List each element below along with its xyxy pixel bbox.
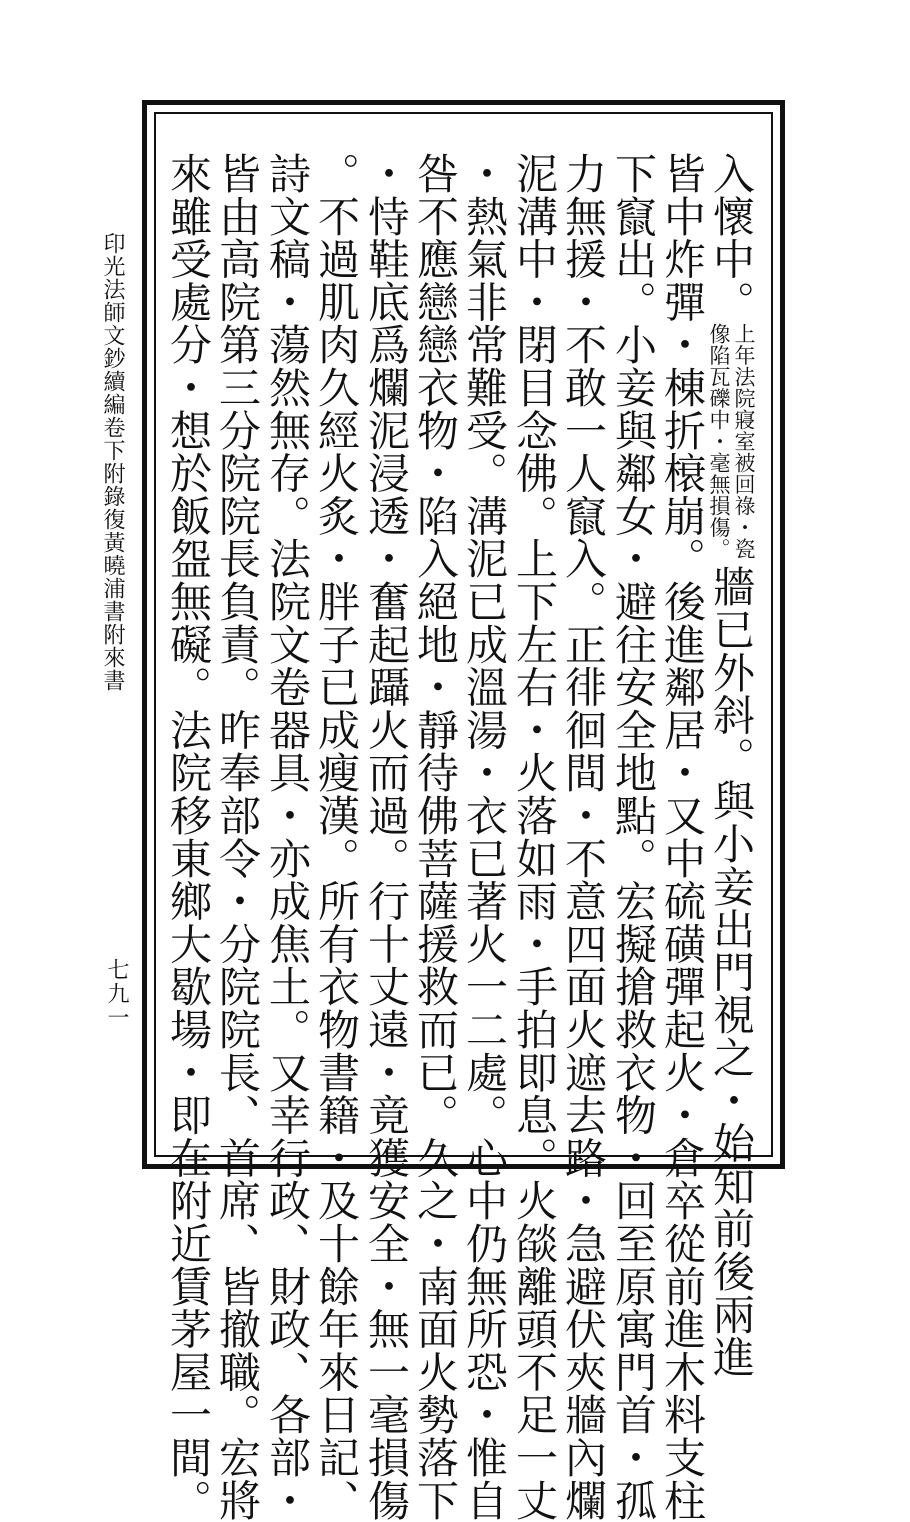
text-column-3: 下竄出。小妾與鄰女・避往安全地點。宏擬搶救衣物・回至原寓門首・孤 [609, 152, 658, 1522]
text-column-10: 詩文稿・蕩然無存。法院文卷器具・亦成焦土。又幸行政、財政、各部・ [263, 152, 312, 1522]
text-column-2: 皆中炸彈・棟折榱崩。後進鄰居・又中硫磺彈起火・倉卒從前進木料支柱 [658, 152, 707, 1522]
text-column-7: 咎不應戀戀衣物・陷入絕地・靜待佛菩薩援救而已。久之・南面火勢落下 [411, 152, 460, 1522]
text-column-11: 皆由高院第三分院院長負責。昨奉部令・分院院長、首席、皆撤職。宏將 [213, 152, 262, 1522]
column-1-text-after: 牆已外斜。與小妾出門視之・始知前後兩進 [707, 565, 756, 1379]
text-column-8: ・恃鞋底爲爛泥浸透・奮起躡火而過。行十丈遠・竟獲安全・無一毫損傷 [362, 152, 411, 1522]
section-label: 附錄 [100, 462, 125, 508]
page-number: 七九一 [104, 958, 129, 1030]
text-column-5: 泥溝中・閉目念佛。上下左右・火落如雨・手拍即息。火燄離頭不足一丈 [510, 152, 559, 1522]
running-header [98, 232, 126, 692]
text-column-6: ・熱氣非常難受。溝泥已成溫湯・衣已著火一二處。心中仍無所恐・惟自 [460, 152, 509, 1522]
text-column-4: 力無援・不敢一人竄入。正徘徊間・不意四面火遮去路・急避伏夾牆內爛 [559, 152, 608, 1522]
column-1-text-before: 入懷中。 [707, 152, 756, 324]
text-column-12: 來雖受處分・想於飯盌無礙。法院移東鄉大歇場・即在附近賃茅屋一間。 [164, 152, 213, 1522]
book-title: 印光法師文鈔續編卷下 [100, 232, 125, 462]
article-title: 復黃曉浦書附來書 [100, 508, 125, 692]
text-column-9: 。不過肌肉久經火炙・胖子已成瘦漢。所有衣物書籍・及十餘年來日記、 [312, 152, 361, 1522]
text-column-1 [706, 152, 756, 1379]
annotation-note: 上年法院寢室被回祿・瓷像陷瓦礫中・毫無損傷。 [707, 323, 756, 560]
